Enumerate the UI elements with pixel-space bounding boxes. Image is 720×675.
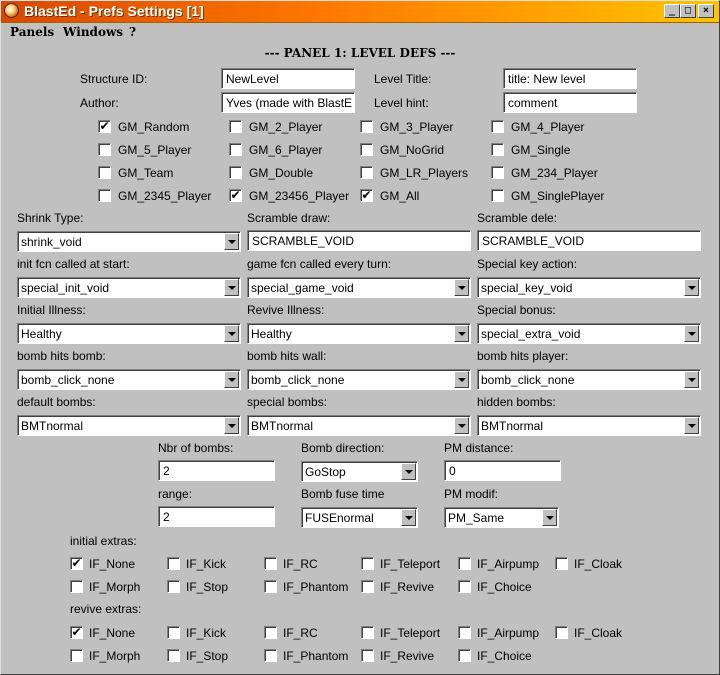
revive-extras-label: revive extras:: [70, 602, 142, 616]
checkbox-revive-extras-if-phantom[interactable]: [264, 649, 277, 662]
maximize-button[interactable]: □: [680, 4, 696, 18]
dropdown-arrow-icon[interactable]: [401, 463, 416, 480]
dropdown-arrow-icon[interactable]: [454, 325, 469, 342]
checkbox-initial-extras-if-cloak[interactable]: [555, 557, 568, 570]
dropdown-arrow-icon[interactable]: [684, 371, 699, 388]
checkbox-label: GM_Double: [249, 166, 314, 180]
dropdown-value: BMTnormal: [251, 419, 314, 433]
checkbox-label: IF_Revive: [380, 580, 435, 594]
checkbox-initial-extras-if-airpump[interactable]: [458, 557, 471, 570]
special-bombs-dropdown[interactable]: [247, 415, 471, 436]
checkbox-revive-extras-if-choice[interactable]: [458, 649, 471, 662]
dropdown-arrow-icon[interactable]: [542, 509, 557, 526]
initial-illness-label: Initial Illness:: [17, 303, 86, 317]
range-label: range:: [158, 487, 193, 501]
checkmark-icon: ✔: [361, 189, 372, 202]
checkbox-initial-extras-if-stop[interactable]: [167, 580, 180, 593]
checkbox-gm-23456-player[interactable]: [229, 189, 242, 202]
checkbox-label: IF_Phantom: [283, 649, 349, 663]
dropdown-arrow-icon[interactable]: [454, 371, 469, 388]
checkbox-label: GM_6_Player: [249, 143, 323, 157]
menu-panels[interactable]: Panels: [10, 25, 55, 39]
checkbox-gm-4-player[interactable]: [491, 120, 504, 133]
checkbox-revive-extras-if-rc[interactable]: [264, 626, 277, 639]
checkbox-label: GM_Single: [511, 143, 571, 157]
dropdown-value: special_init_void: [21, 281, 110, 295]
pm-distance-label: PM distance:: [444, 441, 514, 455]
bomb-direction-dropdown[interactable]: [301, 461, 418, 482]
nbr-of-bombs-label: Nbr of bombs:: [158, 441, 234, 455]
initial-extras-label: initial extras:: [70, 534, 137, 548]
dropdown-value: Healthy: [21, 327, 62, 341]
dropdown-arrow-icon[interactable]: [224, 371, 239, 388]
checkbox-gm-all[interactable]: [360, 189, 373, 202]
dropdown-arrow-icon[interactable]: [401, 509, 416, 526]
checkbox-label: IF_Revive: [380, 649, 435, 663]
checkbox-initial-extras-if-morph[interactable]: [70, 580, 83, 593]
pm-modif-dropdown[interactable]: [444, 507, 559, 528]
dropdown-value: special_game_void: [251, 281, 354, 295]
special-bombs-label: special bombs:: [247, 395, 328, 409]
checkbox-gm-singleplayer[interactable]: [491, 189, 504, 202]
checkbox-label: GM_All: [380, 189, 420, 203]
checkbox-gm-234-player[interactable]: [491, 166, 504, 179]
checkbox-label: IF_Phantom: [283, 580, 349, 594]
dropdown-arrow-icon[interactable]: [684, 417, 699, 434]
scramble-draw-label: Scramble draw:: [247, 211, 331, 225]
checkbox-label: GM_4_Player: [511, 120, 585, 134]
dropdown-arrow-icon[interactable]: [454, 279, 469, 296]
level-hint-label: Level hint:: [374, 96, 429, 110]
dropdown-arrow-icon[interactable]: [224, 417, 239, 434]
checkbox-label: IF_Cloak: [574, 557, 623, 571]
level-hint-input[interactable]: comment: [503, 92, 637, 113]
app-bomb-icon[interactable]: [4, 3, 19, 18]
dropdown-arrow-icon[interactable]: [454, 417, 469, 434]
hidden-bombs-dropdown[interactable]: [477, 415, 701, 436]
panel-title: --- PANEL 1: LEVEL DEFS ---: [264, 46, 456, 60]
shrink-type-dropdown[interactable]: [17, 231, 241, 252]
checkbox-initial-extras-if-phantom[interactable]: [264, 580, 277, 593]
dropdown-value: special_key_void: [481, 281, 573, 295]
scramble-draw-input[interactable]: SCRAMBLE_VOID: [247, 230, 471, 251]
revive-illness-dropdown[interactable]: [247, 323, 471, 344]
scramble-dele-label: Scramble dele:: [477, 211, 558, 225]
checkbox-label: IF_Airpump: [477, 557, 540, 571]
checkbox-initial-extras-if-teleport[interactable]: [361, 557, 374, 570]
pm-distance-input[interactable]: 0: [444, 460, 561, 481]
bomb-hits-bomb-dropdown[interactable]: [17, 369, 241, 390]
close-button[interactable]: ×: [698, 4, 714, 18]
checkbox-label: IF_Choice: [477, 649, 532, 663]
checkbox-label: IF_Airpump: [477, 626, 540, 640]
default-bombs-label: default bombs:: [17, 395, 96, 409]
bomb-hits-player-dropdown[interactable]: [477, 369, 701, 390]
checkbox-initial-extras-if-revive[interactable]: [361, 580, 374, 593]
checkbox-label: IF_Morph: [89, 580, 141, 594]
dropdown-value: bomb_click_none: [481, 373, 575, 387]
checkbox-label: IF_Morph: [89, 649, 141, 663]
checkbox-label: GM_23456_Player: [249, 189, 350, 203]
dropdown-value: shrink_void: [21, 235, 82, 249]
checkmark-icon: ✔: [230, 189, 241, 202]
checkbox-label: IF_Choice: [477, 580, 532, 594]
checkbox-label: IF_None: [89, 626, 136, 640]
structure-id-input[interactable]: NewLevel: [221, 68, 355, 89]
bomb-hits-bomb-label: bomb hits bomb:: [17, 349, 106, 363]
bomb-direction-label: Bomb direction:: [301, 441, 385, 455]
init-fcn-called-at-start-dropdown[interactable]: [17, 277, 241, 298]
checkmark-icon: ✔: [99, 120, 110, 133]
level-title-input[interactable]: title: New level: [503, 68, 637, 89]
game-fcn-called-every-turn-label: game fcn called every turn:: [247, 257, 392, 271]
checkbox-initial-extras-if-rc[interactable]: [264, 557, 277, 570]
checkbox-revive-extras-if-morph[interactable]: [70, 649, 83, 662]
dropdown-value: bomb_click_none: [21, 373, 115, 387]
pm-modif-label: PM modif:: [444, 487, 499, 501]
dropdown-arrow-icon[interactable]: [224, 233, 239, 250]
checkbox-revive-extras-if-airpump[interactable]: [458, 626, 471, 639]
special-bonus-label: Special bonus:: [477, 303, 556, 317]
checkbox-label: GM_NoGrid: [380, 143, 445, 157]
checkbox-label: IF_RC: [283, 557, 318, 571]
structure-id-label: Structure ID:: [80, 72, 148, 86]
default-bombs-dropdown[interactable]: [17, 415, 241, 436]
menu-help[interactable]: ?: [129, 25, 137, 39]
checkbox-label: GM_5_Player: [118, 143, 192, 157]
checkmark-icon: ✔: [71, 626, 82, 639]
dropdown-value: bomb_click_none: [251, 373, 345, 387]
checkmark-icon: ✔: [71, 557, 82, 570]
dropdown-arrow-icon[interactable]: [224, 279, 239, 296]
bomb-fuse-time-dropdown[interactable]: [301, 507, 418, 528]
checkbox-label: IF_RC: [283, 626, 318, 640]
checkbox-initial-extras-if-kick[interactable]: [167, 557, 180, 570]
level-title-label: Level Title:: [374, 72, 432, 86]
checkbox-label: IF_Kick: [186, 626, 227, 640]
dropdown-value: GoStop: [305, 465, 346, 479]
checkbox-label: GM_Team: [118, 166, 174, 180]
checkbox-label: IF_None: [89, 557, 136, 571]
dropdown-value: Healthy: [251, 327, 292, 341]
range-input[interactable]: 2: [158, 506, 275, 527]
menu-windows[interactable]: Windows: [63, 25, 124, 39]
checkbox-label: GM_LR_Players: [380, 166, 469, 180]
checkbox-label: IF_Stop: [186, 649, 229, 663]
special-key-action-dropdown[interactable]: [477, 277, 701, 298]
hidden-bombs-label: hidden bombs:: [477, 395, 556, 409]
title-bar[interactable]: [0, 0, 720, 23]
checkbox-label: GM_234_Player: [511, 166, 598, 180]
checkbox-initial-extras-if-none[interactable]: [70, 557, 83, 570]
checkbox-gm-3-player[interactable]: [360, 120, 373, 133]
window-title: BlastEd - Prefs Settings [1]: [24, 3, 204, 19]
checkbox-revive-extras-if-stop[interactable]: [167, 649, 180, 662]
checkbox-label: GM_3_Player: [380, 120, 454, 134]
author-label: Author:: [80, 96, 119, 110]
bomb-hits-wall-dropdown[interactable]: [247, 369, 471, 390]
checkbox-revive-extras-if-teleport[interactable]: [361, 626, 374, 639]
init-fcn-called-at-start-label: init fcn called at start:: [17, 257, 130, 271]
dropdown-arrow-icon[interactable]: [684, 325, 699, 342]
checkbox-gm-team[interactable]: [98, 166, 111, 179]
checkbox-gm-2345-player[interactable]: [98, 189, 111, 202]
dropdown-arrow-icon[interactable]: [684, 279, 699, 296]
nbr-of-bombs-input[interactable]: 2: [158, 460, 275, 481]
checkbox-gm-single[interactable]: [491, 143, 504, 156]
game-fcn-called-every-turn-dropdown[interactable]: [247, 277, 471, 298]
dropdown-value: BMTnormal: [481, 419, 544, 433]
checkbox-label: GM_2_Player: [249, 120, 323, 134]
menu-bar: [0, 22, 720, 42]
checkbox-revive-extras-if-none[interactable]: [70, 626, 83, 639]
checkbox-label: GM_Random: [118, 120, 190, 134]
checkbox-gm-5-player[interactable]: [98, 143, 111, 156]
checkbox-gm-double[interactable]: [229, 166, 242, 179]
checkbox-gm-6-player[interactable]: [229, 143, 242, 156]
initial-illness-dropdown[interactable]: [17, 323, 241, 344]
checkbox-gm-random[interactable]: [98, 120, 111, 133]
scramble-dele-input[interactable]: SCRAMBLE_VOID: [477, 230, 701, 251]
bomb-hits-player-label: bomb hits player:: [477, 349, 569, 363]
dropdown-value: special_extra_void: [481, 327, 581, 341]
special-key-action-label: Special key action:: [477, 257, 578, 271]
checkbox-label: GM_2345_Player: [118, 189, 212, 203]
dropdown-value: PM_Same: [448, 511, 505, 525]
special-bonus-dropdown[interactable]: [477, 323, 701, 344]
checkbox-label: IF_Teleport: [380, 557, 441, 571]
bomb-hits-wall-label: bomb hits wall:: [247, 349, 327, 363]
dropdown-value: BMTnormal: [21, 419, 84, 433]
checkbox-gm-2-player[interactable]: [229, 120, 242, 133]
minimize-button[interactable]: _: [664, 4, 680, 18]
checkbox-revive-extras-if-kick[interactable]: [167, 626, 180, 639]
checkbox-label: IF_Stop: [186, 580, 229, 594]
checkbox-revive-extras-if-revive[interactable]: [361, 649, 374, 662]
checkbox-gm-lr-players[interactable]: [360, 166, 373, 179]
checkbox-label: GM_SinglePlayer: [511, 189, 605, 203]
checkbox-gm-nogrid[interactable]: [360, 143, 373, 156]
checkbox-initial-extras-if-choice[interactable]: [458, 580, 471, 593]
revive-illness-label: Revive Illness:: [247, 303, 325, 317]
dropdown-arrow-icon[interactable]: [224, 325, 239, 342]
checkbox-revive-extras-if-cloak[interactable]: [555, 626, 568, 639]
checkbox-label: IF_Cloak: [574, 626, 623, 640]
bomb-fuse-time-label: Bomb fuse time: [301, 487, 385, 501]
checkbox-label: IF_Teleport: [380, 626, 441, 640]
dropdown-value: FUSEnormal: [305, 511, 374, 525]
author-input[interactable]: Yves (made with BlastE: [221, 92, 355, 113]
shrink-type-label: Shrink Type:: [17, 211, 84, 225]
checkbox-label: IF_Kick: [186, 557, 227, 571]
